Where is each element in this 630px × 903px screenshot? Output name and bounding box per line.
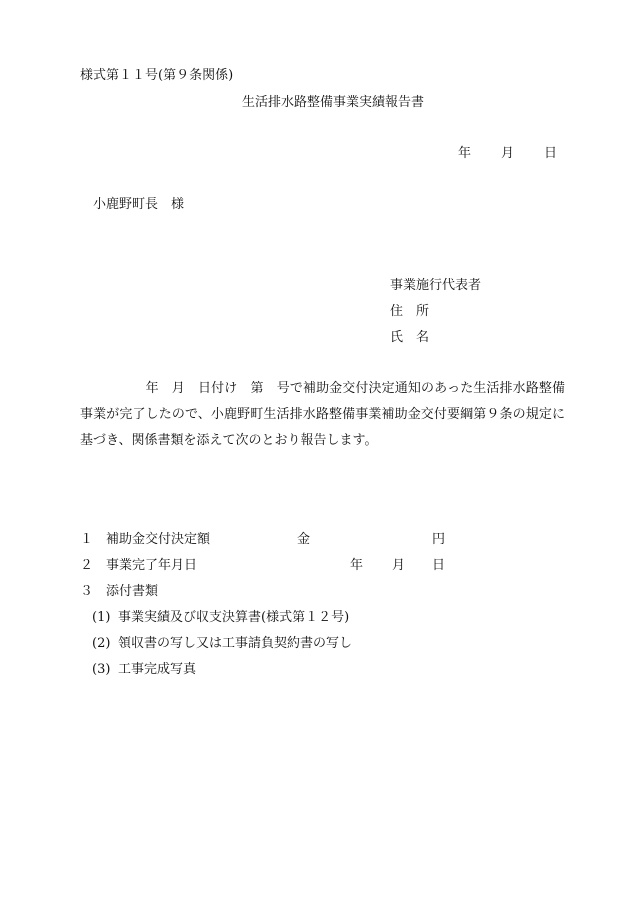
attachment-text: 領収書の写し又は工事請負契約書の写し <box>118 636 353 651</box>
item-number: １ <box>80 532 94 547</box>
representative-name-label: 氏 名 <box>390 330 430 345</box>
item-label: 補助金交付決定額 <box>106 532 211 547</box>
date-year-label: 年 <box>458 146 472 161</box>
completion-month-label: 月 <box>392 558 406 573</box>
item-number: ２ <box>80 558 94 573</box>
representative-address-label: 住 所 <box>390 304 430 319</box>
date-day-label: 日 <box>544 146 558 161</box>
item-label: 事業完了年月日 <box>106 558 198 573</box>
representative-label: 事業施行代表者 <box>390 278 482 293</box>
attachment-number: (1) <box>92 610 111 625</box>
date-line <box>458 142 557 161</box>
attachment-number: (2) <box>92 636 111 651</box>
report-body-text: 年 月 日付け 第 号で補助金交付決定通知のあった生活排水路整備事業が完了したので、小鹿野町生活排水路整備事業補助金交付要綱第９条の規定に基づき、関係書類を添えて次のとおり報告します。 <box>80 381 565 448</box>
date-month-label: 月 <box>501 146 515 161</box>
attachment-number: (3) <box>92 662 111 677</box>
item-label: 添付書類 <box>106 584 159 599</box>
representative-block <box>390 273 481 351</box>
form-number: 様式第１１号(第９条関係) <box>80 68 234 83</box>
attachment-text: 事業実績及び収支決算書(様式第１２号) <box>118 610 350 625</box>
document-title: 生活排水路整備事業実績報告書 <box>242 95 425 110</box>
attachment-text: 工事完成写真 <box>118 662 197 677</box>
completion-year-label: 年 <box>350 558 364 573</box>
addressee: 小鹿野町長 様 <box>93 197 185 212</box>
kin-label: 金 <box>297 532 311 547</box>
completion-day-label: 日 <box>432 558 446 573</box>
yen-label: 円 <box>432 532 446 547</box>
item-number: ３ <box>80 584 94 599</box>
